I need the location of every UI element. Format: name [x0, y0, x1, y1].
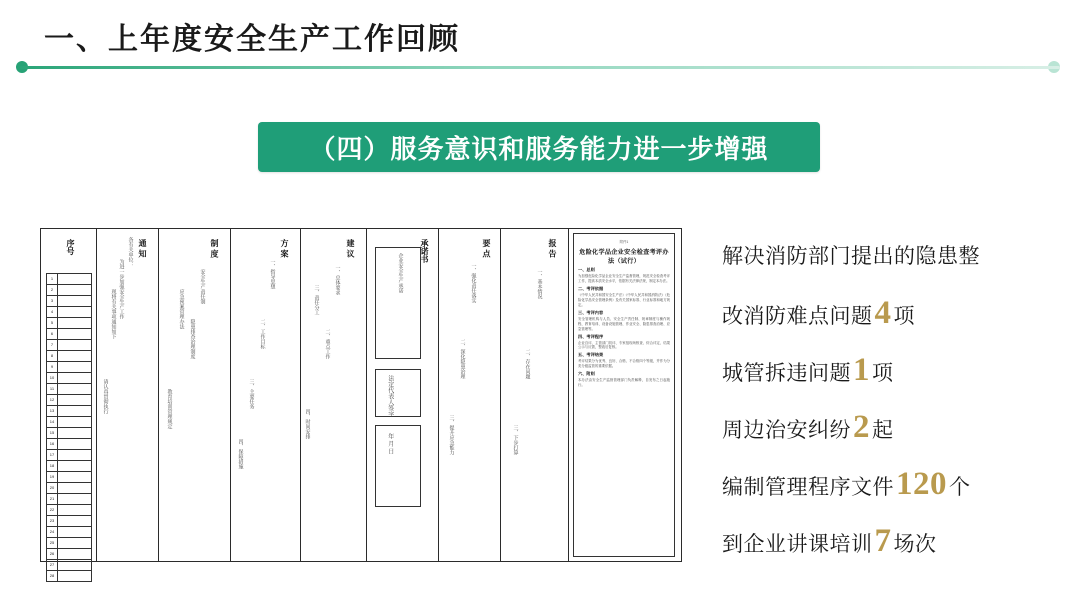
list-item-text-post: 项 — [893, 305, 915, 328]
list-item-number: 4 — [874, 295, 892, 331]
doc-page-9-sec-1-text: 为加强危险化学品企业安全生产监督管理，规范安全检查考评工作，提高本质安全水平，依据有关法律法规，制定本办法。 — [578, 274, 670, 283]
section-banner — [258, 122, 820, 172]
doc-page-6-heading: 承诺书 — [420, 239, 429, 263]
doc-page-6-line-3: 年 月 日 — [386, 433, 393, 455]
list-item-text-post: 场次 — [893, 533, 937, 556]
doc-page-plan — [231, 229, 301, 561]
doc-page-2-line-1: 各有关单位： — [127, 237, 134, 267]
doc-page-8-line-3: 三、下步打算 — [512, 425, 519, 455]
list-item-text-pre: 编制管理程序文件 — [722, 476, 894, 499]
list-item-text-post: 个 — [949, 476, 971, 499]
doc-page-9-body — [573, 233, 675, 557]
list-item-number: 7 — [874, 523, 892, 559]
list-item-number: 120 — [896, 466, 947, 502]
doc-page-7-line-2: 二、深化隐患治理 — [459, 339, 466, 379]
list-item-number: 2 — [853, 409, 870, 445]
doc-page-5-line-3: 三、责任分工 — [313, 285, 320, 315]
list-item-number: 1 — [853, 352, 870, 388]
doc-page-9-sec-6-text: 本办法由安全生产监督管理部门负责解释，自发布之日起施行。 — [578, 378, 670, 388]
doc-page-5-line-4: 四、时间安排 — [304, 409, 311, 439]
doc-page-9-subheading: 附件1 — [619, 240, 629, 244]
section-banner-label: （四）服务意识和服务能力进一步增强 — [309, 133, 769, 164]
title-divider — [20, 66, 1060, 69]
doc-page-8-heading: 报 告 — [548, 239, 557, 258]
doc-page-9-sec-2-text: 《中华人民共和国安全生产法》《中华人民共和国消防法》《危险化学品安全管理条例》及有关国家标准、行业标准和地方规定。 — [578, 292, 670, 307]
doc-page-3-line-1: 安全生产责任制 — [199, 269, 206, 304]
doc-page-4-line-4: 四、保障措施 — [237, 439, 244, 469]
doc-page-rules — [159, 229, 231, 561]
doc-page-keypoints — [439, 229, 501, 561]
doc-page-1-table: 1 2 3 4 5 6 7 8 9 10 11 12 13 14 15 16 17 18 19 20 21 22 23 24 25 26 27 28 — [46, 273, 92, 582]
list-item-text-pre: 改消防难点问题 — [722, 305, 873, 328]
doc-page-6-line-2: 法定代表人签字 — [386, 375, 393, 417]
doc-page-report — [501, 229, 569, 561]
doc-page-2-line-4: 请认真贯彻执行 — [102, 379, 109, 414]
doc-page-2-line-3: 现将有关事项通知如下 — [110, 289, 117, 339]
doc-page-8-line-1: 一、基本情况 — [536, 269, 543, 299]
list-item-text-pre: 周边治安纠纷 — [722, 419, 851, 442]
doc-page-3-line-4: 教育培训管理规定 — [166, 389, 173, 429]
doc-page-4-line-3: 三、主要任务 — [248, 379, 255, 409]
doc-page-2-line-2: 为进一步加强安全生产工作 — [118, 259, 125, 319]
doc-page-notice — [97, 229, 159, 561]
doc-page-3-line-3: 应急预案管理办法 — [178, 289, 185, 329]
doc-page-9-sec-4-text: 企业自评、主管部门初评、专家组现场核查、综合评定、结果公示与反馈，整改后复核。 — [578, 340, 670, 350]
doc-page-3-line-2: 隐患排查治理制度 — [189, 319, 196, 359]
doc-page-9-sec-5-text: 考评结果分为优秀、良好、合格、不合格四个等级，并作为分类分级监管的重要依据。 — [578, 359, 670, 369]
doc-page-9-sec-1-title: 一、总则 — [578, 267, 595, 272]
doc-page-9-sec-3-title: 三、考评内容 — [578, 309, 604, 315]
list-item — [722, 468, 1062, 525]
list-item-text-pre: 到企业讲课培训 — [722, 533, 873, 556]
doc-page-9-heading: 危险化学品企业安全检查考评办法（试行） — [579, 249, 669, 265]
doc-page-evaluation-method — [569, 229, 679, 561]
doc-page-7-heading: 要 点 — [482, 239, 491, 258]
doc-page-4-line-2: 二、工作目标 — [259, 319, 266, 349]
doc-page-9-sec-4-title: 四、考评程序 — [578, 333, 604, 339]
list-item-text-pre: 城管拆违问题 — [722, 362, 851, 385]
doc-page-2-heading: 通 知 — [138, 239, 147, 258]
list-item — [722, 240, 1062, 297]
doc-page-7-line-1: 一、强化责任落实 — [470, 263, 477, 303]
list-item — [722, 297, 1062, 354]
doc-page-3-heading: 制 度 — [210, 239, 219, 258]
document-strip — [40, 228, 682, 578]
doc-page-9-sec-6-title: 六、附则 — [578, 371, 595, 377]
doc-page-5-line-2: 二、重点工作 — [324, 329, 331, 359]
doc-page-7-line-3: 三、提升应急能力 — [448, 415, 455, 455]
doc-page-4-line-1: 一、指导思想 — [269, 259, 276, 289]
list-item-text-pre: 解决消防部门提出的隐患整 — [722, 245, 980, 268]
list-item — [722, 411, 1062, 468]
doc-page-1-heading: 序号 — [66, 239, 75, 255]
doc-page-4-heading: 方 案 — [280, 239, 289, 258]
doc-page-9-sec-2-title: 二、考评依据 — [578, 285, 604, 291]
doc-page-5-heading: 建 议 — [346, 239, 355, 258]
achievement-list — [722, 240, 1062, 582]
list-item — [722, 525, 1062, 582]
list-item-text-post: 起 — [872, 419, 894, 442]
doc-page-sequence-table — [41, 229, 97, 578]
doc-page-8-line-2: 二、存在问题 — [524, 349, 531, 379]
doc-page-9-sec-3-text: 安全管理机构与人员、安全生产责任制、规章制度与操作规程、教育培训、设备设施管理、作业安全、隐患排查治理、应急管理等。 — [578, 316, 670, 331]
list-item-text-post: 项 — [872, 362, 894, 385]
doc-page-6-line-1: 企业安全生产承诺 — [397, 253, 404, 293]
page-title: 一、上年度安全生产工作回顾 — [44, 23, 460, 56]
list-item — [722, 354, 1062, 411]
doc-page-suggestion — [301, 229, 367, 561]
doc-page-commitment — [367, 229, 439, 561]
doc-page-5-line-1: 一、总体要求 — [334, 265, 341, 295]
doc-page-9-sec-5-title: 五、考评结果 — [578, 352, 604, 358]
